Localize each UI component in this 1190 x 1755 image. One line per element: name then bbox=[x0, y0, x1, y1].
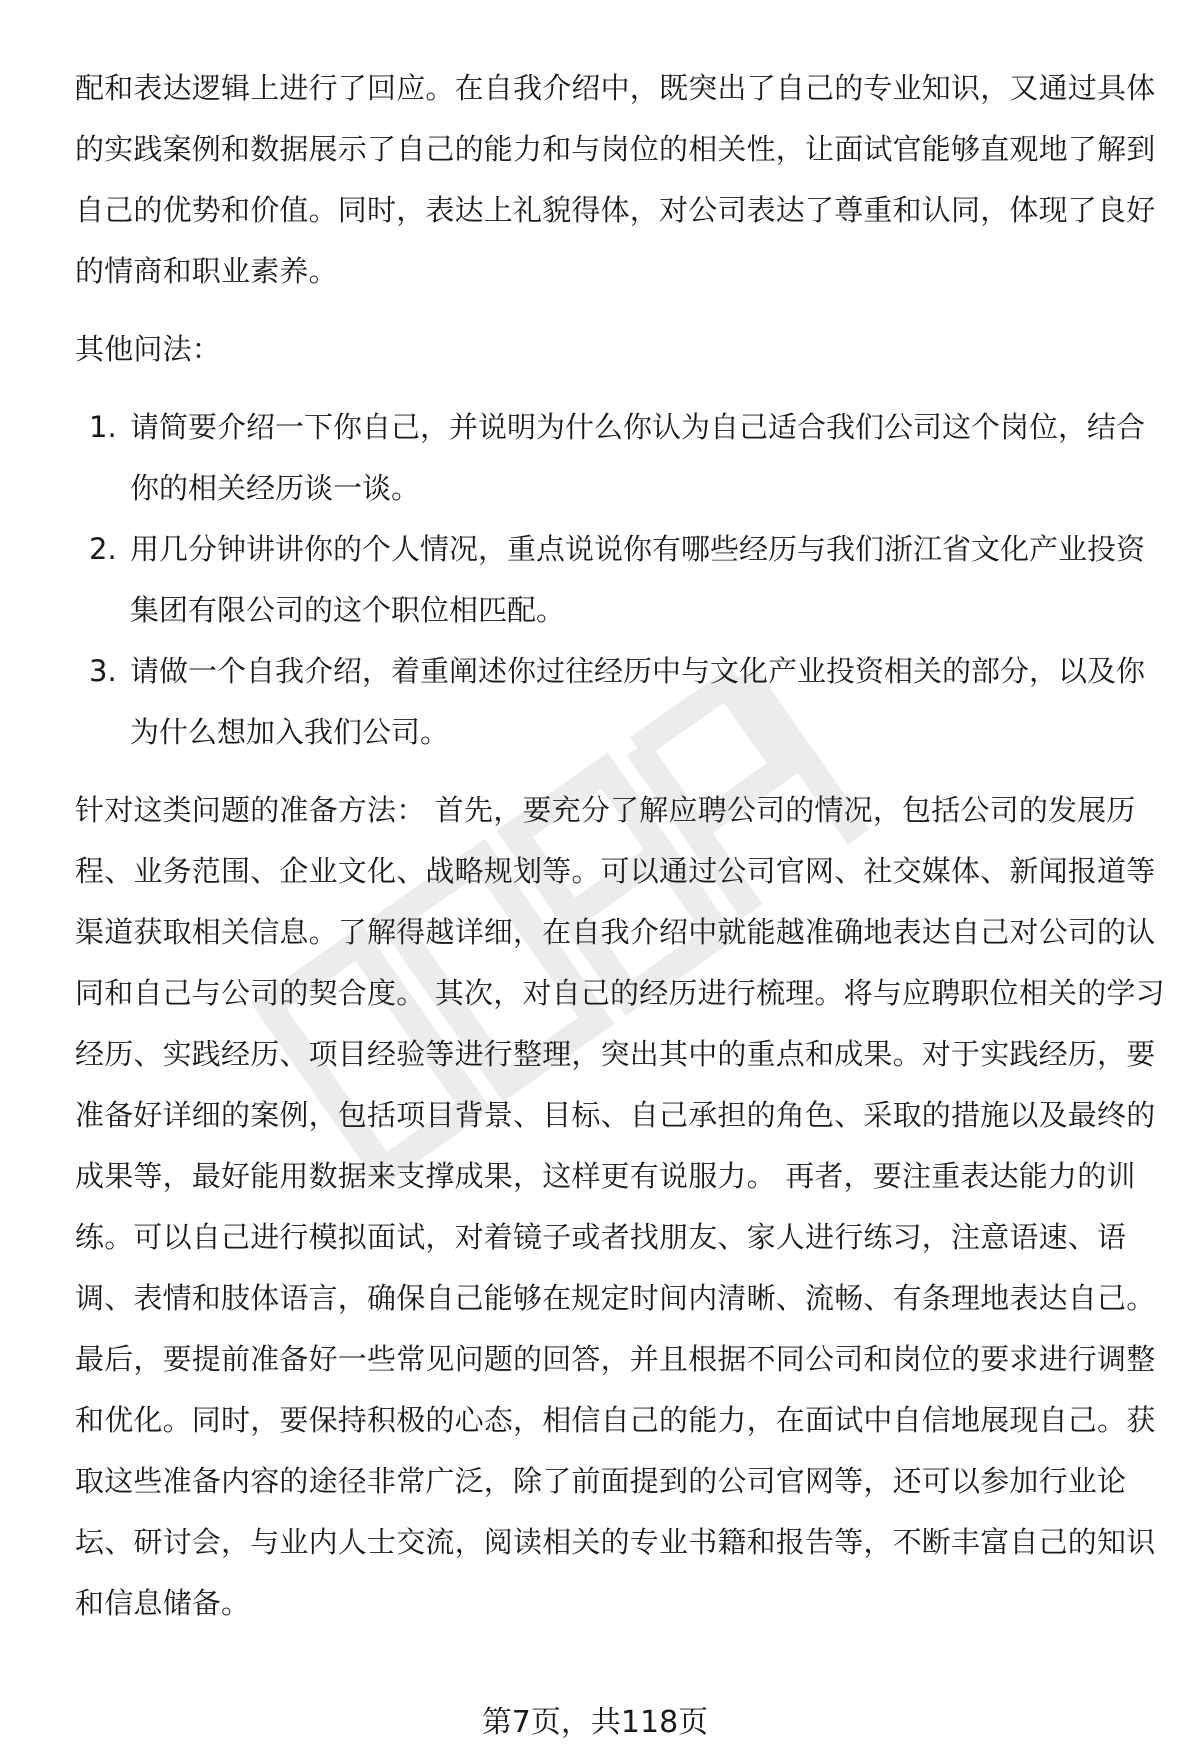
list-item bbox=[75, 397, 1165, 519]
list-item-text: 用几分钟讲讲你的个人情况，重点说说你有哪些经历与我们浙江省文化产业投资集团有限公司的这个职位相匹配。 bbox=[130, 532, 1146, 627]
list-item-text: 请简要介绍一下你自己，并说明为什么你认为自己适合我们公司这个岗位，结合你的相关经历谈一谈。 bbox=[130, 410, 1146, 505]
list-number: 3. bbox=[89, 654, 117, 688]
page-number: 第7页，共118页 bbox=[481, 1705, 709, 1740]
list-item bbox=[75, 519, 1165, 641]
list-item bbox=[75, 641, 1165, 763]
intro-paragraph: 配和表达逻辑上进行了回应。在自我介绍中，既突出了自己的专业知识，又通过具体的实践案例和数据展示了自己的能力和与岗位的相关性，让面试官能够直观地了解到自己的优势和价值。同时，表达上礼貌得体，对公司表达了尊重和认同，体现了良好的情商和职业素养。 bbox=[75, 71, 1156, 288]
question-list bbox=[75, 397, 1165, 763]
list-number: 1. bbox=[89, 410, 117, 444]
preparation-paragraph: 针对这类问题的准备方法： 首先，要充分了解应聘公司的情况，包括公司的发展历程、业务范围、企业文化、战略规划等。可以通过公司官网、社交媒体、新闻报道等渠道获取相关信息。了解得越详细，在自我介绍中就能越准确地表达自己对公司的认同和自己与公司的契合度。 其次，对自己的经历进行梳理。将与应聘职位相关的学习经历、实践经历、项目经验等进行整理，突出其中的重点和成果。对于实践经历，要准备好详细的案例，包括项目背景、目标、自己承担的角色、采取的措施以及最终的成果等，最好能用数据来支撑成果，这样更有说服力。 再者，要注重表达能力的训练。可以自己进行模拟面试，对着镜子或者找朋友、家人进行练习，注意语速、语调、表情和肢体语言，确保自己能够在规定时间内清晰、流畅、有条理地表达自己。 最后，要提前准备好一些常见问题的回答，并且根据不同公司和岗位的要求进行调整和优化。同时，要保持积极的心态，相信自己的能力，在面试中自信地展现自己。获取这些准备内容的途径非常广泛，除了前面提到的公司官网等，还可以参加行业论坛、研讨会，与业内人士交流，阅读相关的专业书籍和报告等，不断丰富自己的知识和信息储备。 bbox=[75, 793, 1165, 1620]
list-item-text: 请做一个自我介绍，着重阐述你过往经历中与文化产业投资相关的部分，以及你为什么想加入我们公司。 bbox=[130, 654, 1146, 749]
list-number: 2. bbox=[89, 532, 117, 566]
other-questions-label: 其他问法： bbox=[75, 332, 222, 366]
document-body bbox=[75, 58, 1165, 1634]
